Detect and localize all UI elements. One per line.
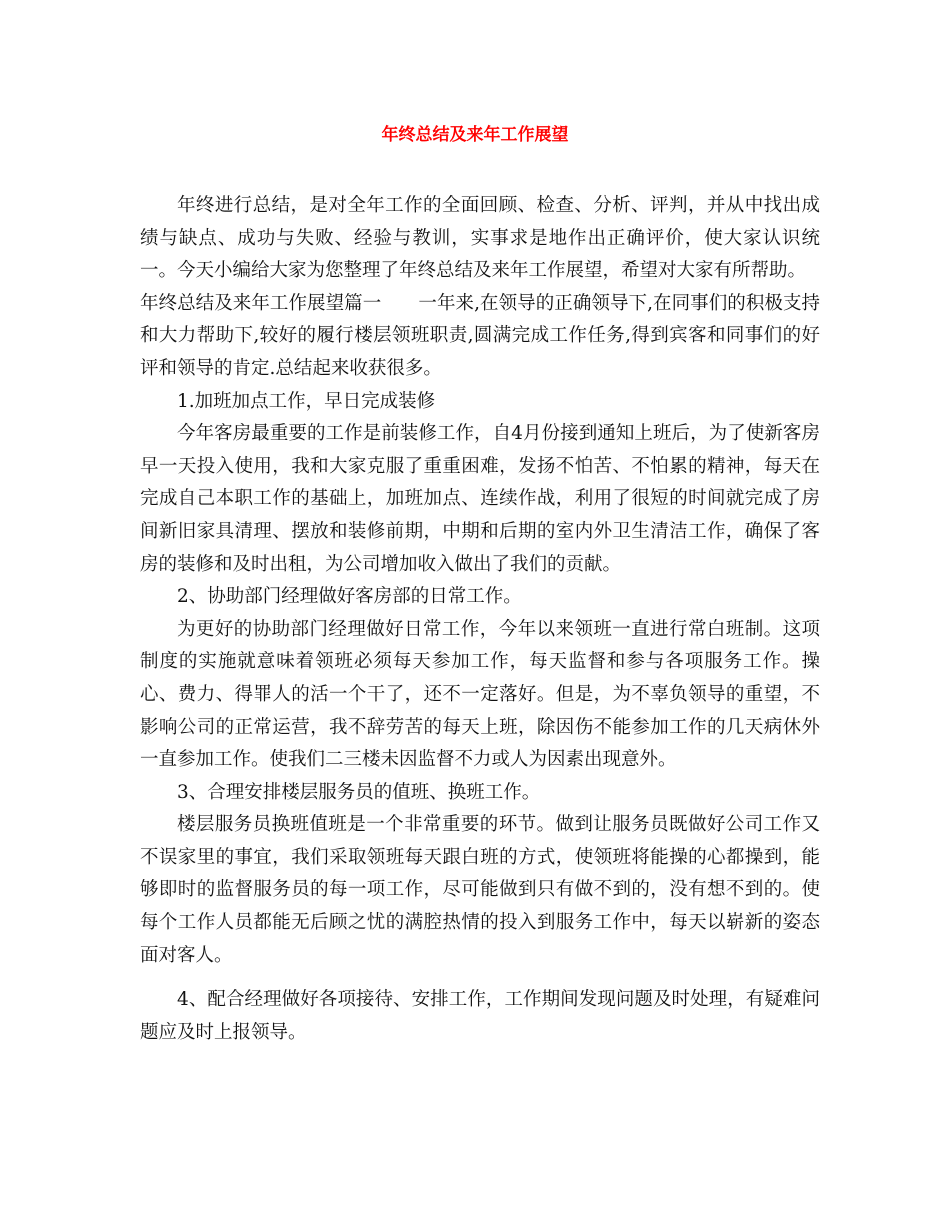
paragraph-section-one: 年终总结及来年工作展望篇一 一年来,在领导的正确领导下,在同事们的积极支持和大力帮助下,较好的履行楼层领班职责,圆满完成工作任务,得到宾客和同事们的好评和领导的肯定.总结起来收获很多。 [140,292,820,379]
paragraph-body-1: 今年客房最重要的工作是前装修工作，自4月份接到通知上班后，为了使新客房早一天投入使用，我和大家克服了重重困难，发扬不怕苦、不怕累的精神，每天在完成自己本职工作的基础上，加班加点、连续作战，利用了很短的时间就完成了房间新旧家具清理、摆放和装修前期，中期和后期的室内外卫生清洁工作，确保了客房的装修和及时出租，为公司增加收入做出了我们的贡献。 [140,423,820,575]
document-title: 年终总结及来年工作展望 [381,125,569,145]
paragraph-heading-1: 1.加班加点工作，早日完成装修 [177,390,436,412]
paragraph-body-3: 楼层服务员换班值班是一个非常重要的环节。做到让服务员既做好公司工作又不误家里的事宜，我们采取领班每天跟白班的方式，使领班将能操的心都操到，能够即时的监督服务员的每一项工作，尽可能做到只有做不到的，没有想不到的。使每个工作人员都能无后顾之忧的满腔热情的投入到服务工作中，每天以崭新的姿态面对客人。 [140,814,820,966]
paragraph-intro: 年终进行总结，是对全年工作的全面回顾、检查、分析、评判，并从中找出成绩与缺点、成功与失败、经验与教训，实事求是地作出正确评价，使大家认识统一。今天小编给大家为您整理了年终总结及来年工作展望，希望对大家有所帮助。 [140,195,820,282]
document-body [140,190,820,1049]
paragraph-heading-2: 2、协助部门经理做好客房部的日常工作。 [177,586,522,608]
paragraph-heading-4: 4、配合经理做好各项接待、安排工作，工作期间发现问题及时处理，有疑难问题应及时上报领导。 [140,989,820,1043]
paragraph-heading-3: 3、合理安排楼层服务员的值班、换班工作。 [177,781,541,803]
paragraph-body-2: 为更好的协助部门经理做好日常工作，今年以来领班一直进行常白班制。这项制度的实施就意味着领班必须每天参加工作，每天监督和参与各项服务工作。操心、费力、得罪人的活一个干了，还不一定落好。但是，为不辜负领导的重望，不影响公司的正常运营，我不辞劳苦的每天上班，除因伤不能参加工作的几天病休外一直参加工作。使我们二三楼未因监督不力或人为因素出现意外。 [140,618,820,771]
